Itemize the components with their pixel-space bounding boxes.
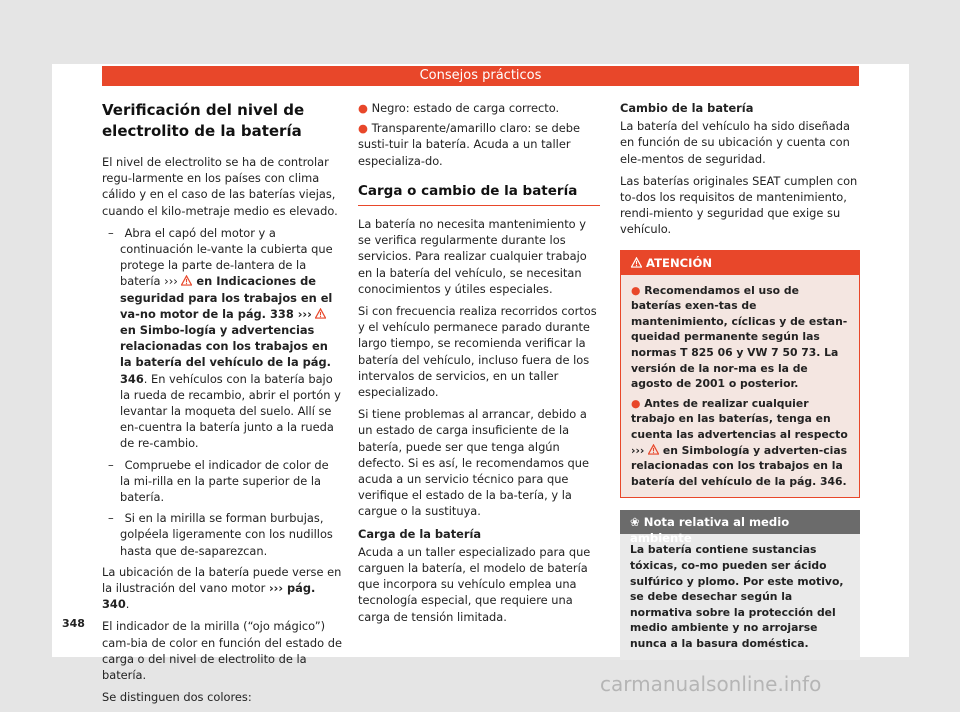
warning-header: ATENCIÓN <box>621 251 859 275</box>
warning-triangle-icon <box>631 257 642 268</box>
section-heading-electrolyte <box>102 100 342 142</box>
watermark: carmanualsonline.info <box>600 672 822 696</box>
list-item: – Abra el capó del motor y a continuación le-vante la cubierta que protege la parte de-lantera de la batería ››› en Indicaciones de seguridad para los trabajos en el va-no motor de la pág. 338 ››› en Simbo-logía y advertencias relacionadas con los trabajos en la batería del vehículo de la pág. 346. En vehículos con la batería bajo la rueda de recambio, abrir el portón y levantar la moqueta del suelo. Allí se en-cuentra la batería junto a la rueda de re-cambio. <box>108 225 341 451</box>
bullet-icon: ● <box>631 283 641 297</box>
warning-triangle-icon <box>315 308 326 319</box>
link-page-340[interactable]: ››› pág. 340 <box>102 581 316 612</box>
paragraph-indicator: El indicador de la mirilla (“ojo mágico”) cam-bia de color en función del estado de carga o del nivel de electrolito de la batería. <box>102 619 342 683</box>
bullet-icon: ● <box>358 121 368 136</box>
heading-text: Verificación del nivel de electrolito de la batería <box>102 101 305 140</box>
environment-note-body: La batería contiene sustancias tóxicas, co-mo pueden ser ácido sulfúrico y plomo. Por este motivo, se debe desechar según la normativa sobre la protección del medio ambiente y no arrojarse nunca a la basura doméstica. <box>620 534 860 659</box>
column-1 <box>102 100 342 712</box>
link-safety-engine[interactable]: en Indicaciones de seguridad para los trabajos en el va-no motor de la pág. 338 ››› <box>120 274 333 321</box>
list-item: – Si en la mirilla se forman burbujas, golpéela ligeramente con los nudillos hasta que de-saparezcan. <box>108 511 333 558</box>
paragraph: La batería del vehículo ha sido diseñada en función de su ubicación y cuenta con ele-mentos de seguridad. <box>620 119 850 166</box>
link-battery-warnings[interactable]: en Simbología y adverten-cias relacionadas con los trabajos en la batería del vehículo de la pág. 346. <box>631 443 848 488</box>
paragraph: Si tiene problemas al arrancar, debido a un estado de carga insuficiente de la batería, puede ser que tenga algún defecto. Si es así, le recomendamos que acuda a un servicio técnico para que verifique el estado de la ba-tería, y la cargue o la sustituya. <box>358 407 589 519</box>
section-heading-charge: Carga o cambio de la batería <box>358 175 600 206</box>
bullet-icon: ● <box>631 396 641 410</box>
paragraph: Las baterías originales SEAT cumplen con to-dos los requisitos de mantenimiento, rendi-miento y seguridad que exige su vehículo. <box>620 173 858 237</box>
paragraph-location: La ubicación de la batería puede verse en la ilustración del vano motor ››› pág. 340. <box>102 564 342 612</box>
paragraph: Acuda a un taller especializado para que carguen la batería, el modelo de batería que incorpora su vehículo emplea una tecnología especial, que requiere una carga de tensión limitada. <box>358 544 591 624</box>
environment-note-header: ❀ Nota relativa al medio ambiente <box>620 510 860 534</box>
warning-box <box>620 250 860 499</box>
list-item: ● Negro: estado de carga correcto. <box>358 101 560 115</box>
column-2 <box>358 100 600 631</box>
list-item: – Compruebe el indicador de color de la mi-rilla en la parte superior de la batería. <box>108 457 329 505</box>
section-header: Consejos prácticos <box>102 66 859 86</box>
warning-triangle-icon <box>181 275 192 286</box>
warning-body: ● Recomendamos el uso de baterías exen-tas de mantenimiento, cíclicas y de estan-queidad permanente según las normas T 825 06 y VW 7 50 73. La versión de la nor-ma es la de agosto de 2001 o posterior. ● Antes de realizar cualquier trabajo en las baterías, tenga en cuenta las advertencias al respecto ››› en Simbología y adverten-cias relacionadas con los trabajos en la batería del vehículo de la pág. 346. <box>621 275 859 498</box>
paragraph-intro: El nivel de electrolito se ha de controlar regu-larmente en los países con clima cálido y en el caso de las baterías viejas, cuando el kilo-metraje medio es elevado. <box>102 155 338 218</box>
bullet-icon: ● <box>358 101 368 115</box>
paragraph: La batería no necesita mantenimiento y se verifica regularmente durante los servicios. Para realizar cualquier trabajo en la batería del vehículo, se necesitan conocimientos y útiles especiales. <box>358 217 587 296</box>
link-battery-warnings[interactable]: en Simbo-logía y advertencias relacionadas con los trabajos en la batería del vehículo de la pág. 346 <box>120 323 331 386</box>
environment-note-box <box>620 510 860 659</box>
page-number: 348 <box>62 617 85 630</box>
warning-triangle-icon <box>648 444 659 455</box>
paragraph-colors: Se distinguen dos colores: <box>102 690 252 705</box>
flower-icon: ❀ <box>630 515 640 530</box>
subheading-charge: Carga de la batería <box>358 526 482 541</box>
subheading-replace: Cambio de la batería <box>620 101 754 115</box>
column-3 <box>620 100 860 660</box>
list-item: ● Transparente/amarillo claro: se debe susti-tuir la batería. Acuda a un taller especializa-do. <box>358 121 580 168</box>
paragraph: Si con frecuencia realiza recorridos cortos y el vehículo permanece parado durante largo tiempo, se recomienda verificar la batería del vehículo, incluso fuera de los intervalos de servicios, en un taller especializado. <box>358 304 597 400</box>
